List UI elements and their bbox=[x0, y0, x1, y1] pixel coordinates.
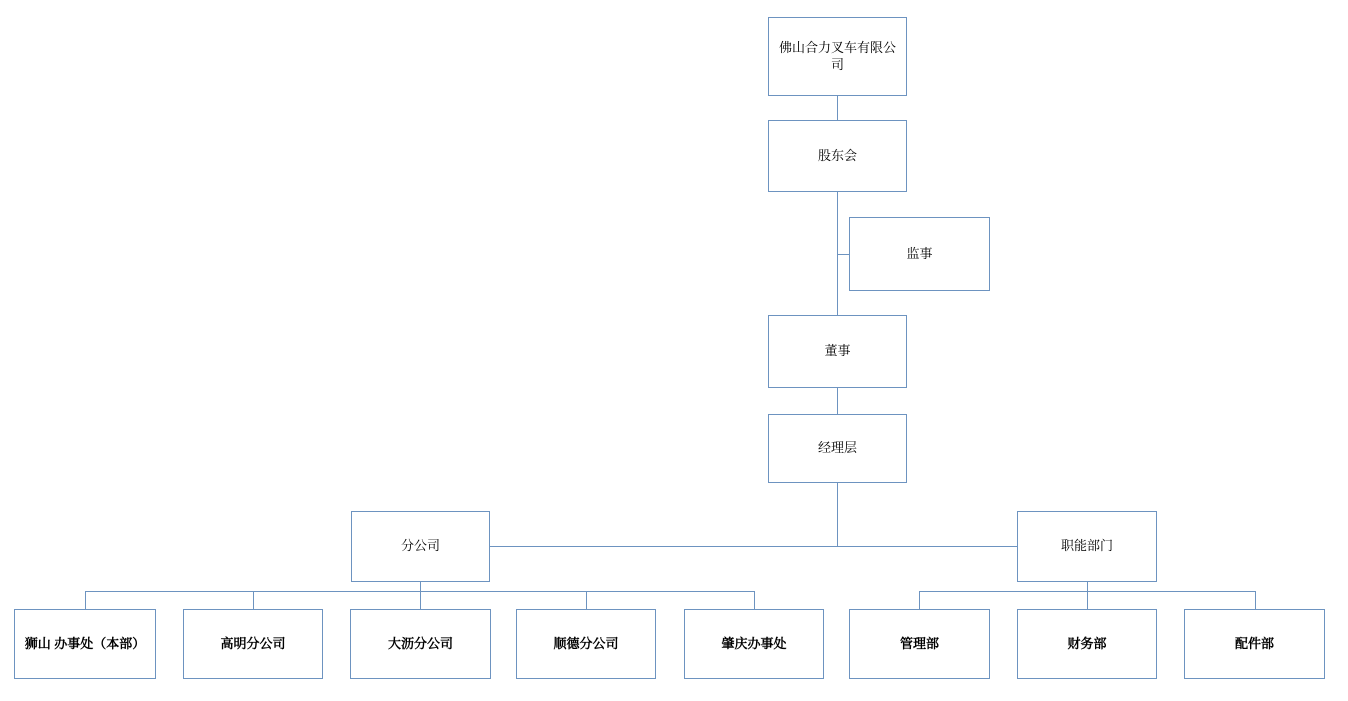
node-gaoming[interactable]: 高明分公司 bbox=[183, 609, 323, 679]
node-peijian[interactable]: 配件部 bbox=[1184, 609, 1325, 679]
node-shareholders[interactable]: 股东会 bbox=[768, 120, 907, 192]
connector-functional-down bbox=[1087, 582, 1088, 591]
connector-company-to-shareholders bbox=[837, 96, 838, 120]
connector-func-drop-caiwu bbox=[1087, 591, 1088, 609]
connector-branch-drop-dali bbox=[420, 591, 421, 609]
connector-level4-horizontal bbox=[490, 546, 1017, 547]
node-branch[interactable]: 分公司 bbox=[351, 511, 490, 582]
node-functional[interactable]: 职能部门 bbox=[1017, 511, 1157, 582]
connector-branch-drop-shunde bbox=[586, 591, 587, 609]
connector-management-down bbox=[837, 483, 838, 547]
node-management[interactable]: 经理层 bbox=[768, 414, 907, 483]
connector-director-to-management bbox=[837, 388, 838, 414]
connector-branch-down bbox=[420, 582, 421, 591]
node-guanli[interactable]: 管理部 bbox=[849, 609, 990, 679]
node-supervisor[interactable]: 监事 bbox=[849, 217, 990, 291]
node-caiwu[interactable]: 财务部 bbox=[1017, 609, 1157, 679]
connector-branch-drop-zhaoqing bbox=[754, 591, 755, 609]
node-shishan[interactable]: 狮山 办事处（本部） bbox=[14, 609, 156, 679]
connector-shareholders-to-supervisor bbox=[837, 254, 849, 255]
node-company[interactable]: 佛山合力叉车有限公司 bbox=[768, 17, 907, 96]
connector-func-drop-peijian bbox=[1255, 591, 1256, 609]
node-shunde[interactable]: 顺德分公司 bbox=[516, 609, 656, 679]
connector-branch-drop-gaoming bbox=[253, 591, 254, 609]
connector-func-drop-guanli bbox=[919, 591, 920, 609]
connector-branch-drop-shishan bbox=[85, 591, 86, 609]
node-director[interactable]: 董事 bbox=[768, 315, 907, 388]
node-zhaoqing[interactable]: 肇庆办事处 bbox=[684, 609, 824, 679]
node-dali[interactable]: 大沥分公司 bbox=[350, 609, 491, 679]
